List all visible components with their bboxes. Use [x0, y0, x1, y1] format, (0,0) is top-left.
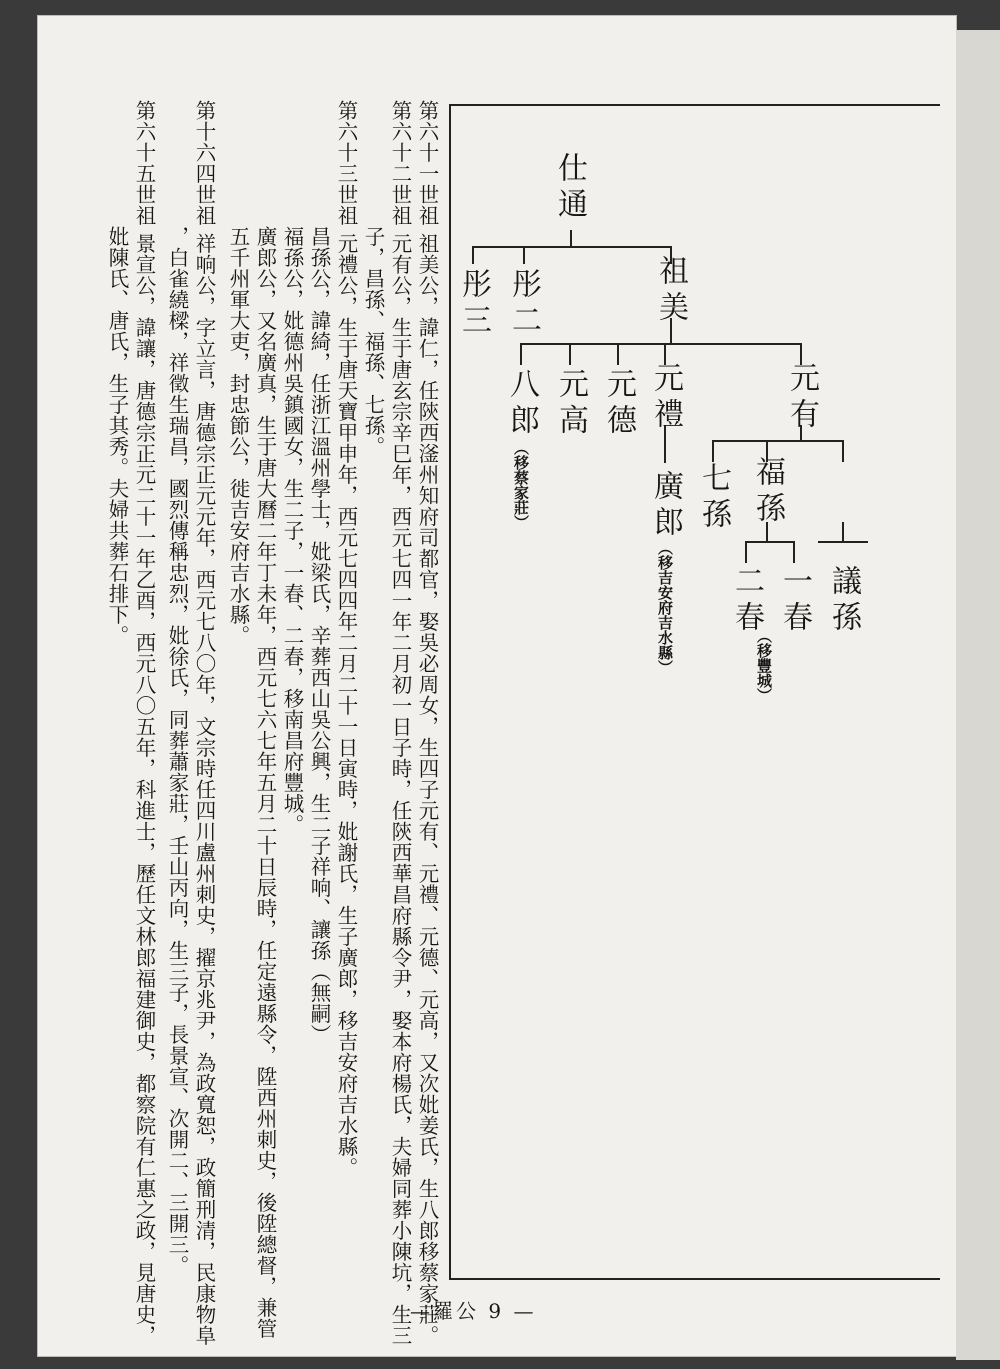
text-column-3: 子，昌孫、福孫、七孫。: [361, 226, 385, 457]
text-column-9: 第十六四世祖 祥响公，字立言，唐德宗正元元年，西元七八〇年，文宗時任四川盧州刺史，擢京兆尹，為政寬恕，政簡刑清，民康物阜: [192, 100, 216, 1347]
text-column-7: 廣郎公，又名廣真，生于唐大曆二年丁未年，西元七六七年五月二十日辰時，任定遠縣令，陞西州刺史，後陞總督，兼管: [253, 226, 277, 1339]
text-column-1: 第六十一世祖 祖美公，諱仁，任陝西滏州知府司都官，娶吳必周女，生四子元有、元禮、元德、元高，又次妣姜氏，生八郎移蔡家莊。: [415, 100, 439, 1347]
text-column-8: 五千州軍大吏，封忠節公，徙吉安府吉水縣。: [226, 226, 250, 646]
tree-line: [520, 343, 802, 345]
tree-line: [523, 246, 525, 264]
tree-node-fusun: 福孫: [750, 456, 785, 528]
tree-line: [842, 522, 844, 542]
tree-node-erchun: 二春: [729, 565, 764, 637]
tree-node-qisun: 七孫: [696, 462, 731, 534]
tree-line: [472, 246, 474, 264]
tree-line: [712, 440, 844, 442]
tree-line: [569, 343, 571, 365]
tree-node-yuanli: 元禮: [648, 362, 683, 434]
tree-line: [842, 440, 844, 462]
tree-node-yuangao: 元高: [553, 368, 588, 440]
tree-node-yuande: 元德: [601, 368, 636, 440]
tree-node-guanglang: 廣郎: [648, 470, 683, 542]
tree-node-zumei: 祖美: [653, 255, 688, 327]
tree-line: [520, 343, 522, 365]
tree-line: [617, 343, 619, 365]
text-column-12: 妣陳氏、唐氏，生子其秀。夫婦共葬石排下。: [105, 226, 129, 646]
tree-node-balang: 八郎: [504, 368, 539, 440]
adjacent-page-edge: [956, 30, 1000, 1360]
tree-node-yichun: 一春: [777, 565, 812, 637]
page-footer: —羅公 9 —: [410, 1299, 537, 1323]
tree-node-yisun: 議孫: [826, 565, 861, 637]
text-column-11: 第六十五世祖 景宣公，諱讓，唐德宗正元二十一年乙酉，西元八〇五年，科進士，歷任文林郎福建御史，都察院有仁惠之政，見唐史，: [132, 100, 156, 1347]
tree-line: [745, 541, 795, 543]
text-column-6: 福孫公，妣德州吳鎮國女，生二子，一春、二春，移南昌府豐城。: [280, 226, 304, 835]
tree-line: [712, 440, 714, 462]
tree-line: [745, 541, 747, 563]
tree-node-tong2: 彤二: [506, 268, 541, 340]
text-column-2: 第六十二世祖 元有公，生于唐玄宗辛巳年，西元七四一年二月初一日子時，任陝西華昌府縣令尹，娶本府楊氏，夫婦同葬小陳坑，生三: [388, 100, 412, 1347]
tree-note-chun: （移豐城）: [755, 628, 773, 703]
tree-node-tong3: 彤三: [456, 268, 491, 340]
text-column-4: 第六十三世祖 元禮公，生于唐天寶甲申年，西元七四四年二月二十一日寅時，妣謝氏，生子廣郎，移吉安府吉水縣。: [334, 100, 358, 1179]
tree-note-guanglang: （移吉安府吉水縣）: [656, 540, 674, 675]
text-column-5: 昌孫公，諱綺，任浙江溫州學士，妣梁氏，辛葬西山吳公興，生二子祥响、讓孫（無嗣）: [307, 226, 331, 1045]
tree-node-yuanyou: 元有: [784, 362, 819, 434]
tree-line: [793, 541, 795, 563]
text-column-10: ，白雀繞樑，祥徵生瑞昌，國烈傳稱忠烈，妣徐氏，同葬蕭家莊，壬山丙向，生三子，長景宣、次開二、三開三。: [165, 226, 189, 1276]
tree-note-balang: （移蔡家莊）: [512, 440, 530, 530]
tree-line: [472, 246, 672, 248]
tree-node-shitong: 仕通: [552, 152, 587, 224]
tree-line: [818, 541, 868, 543]
